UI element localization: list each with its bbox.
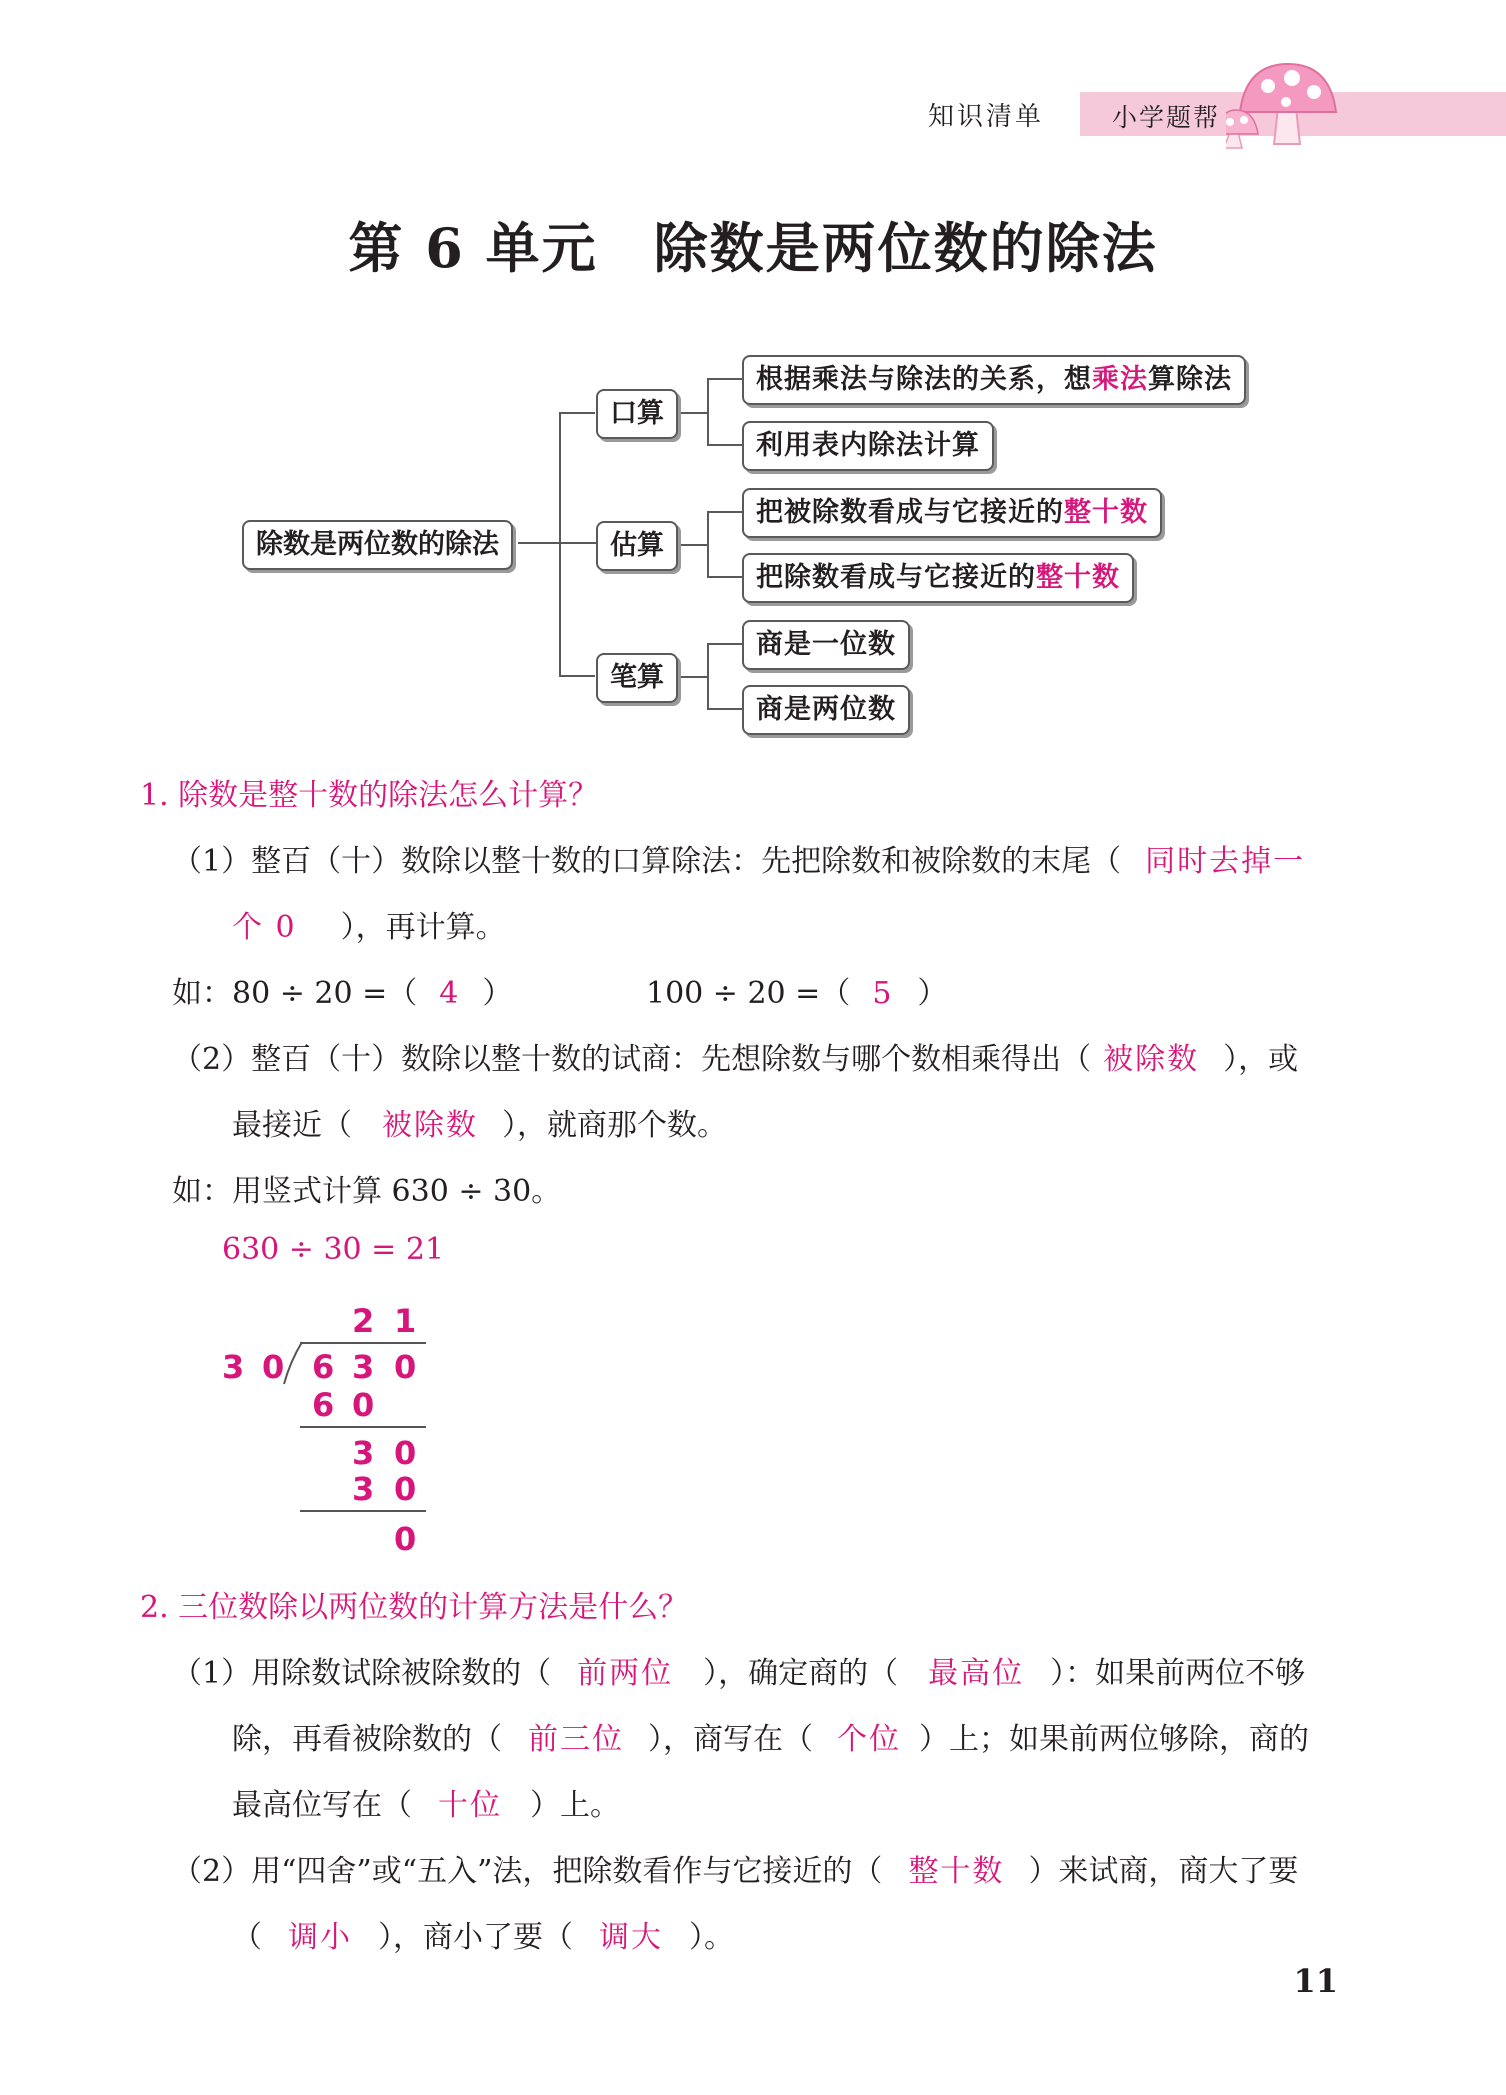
connector [559,675,595,677]
q2-paragraph-1-cont2: 最高位写在（ 十位 ）上。 [232,1788,620,1823]
dividend-digit: 3 [352,1348,375,1386]
connector [676,676,709,678]
q1-example-1: 如：80 ÷ 20 =（ 4 ） [172,976,513,1011]
question-1: 1. 除数是整十数的除法怎么计算？ [140,778,599,813]
connector [707,511,709,578]
page-title: 第 6 单元 除数是两位数的除法 [348,216,1158,280]
divisor-digit: 0 [262,1348,285,1386]
division-rule [300,1510,426,1512]
connector [707,378,742,380]
header-section-label: 知识清单 [928,102,1045,132]
connector [707,511,742,513]
divisor-digit: 3 [222,1348,245,1386]
q2-paragraph-2-cont: （ 调小 ），商小了要（ 调大 ）。 [232,1920,734,1955]
connector [707,378,709,446]
connector [559,412,595,414]
mindmap-branch-written: 笔算 [596,653,678,703]
quotient-digit: 2 [352,1302,375,1340]
step-digit: 3 [352,1470,375,1508]
mindmap-leaf: 利用表内除法计算 [742,421,994,471]
quotient-digit: 1 [394,1302,417,1340]
mushroom-icon [1226,56,1346,152]
connector [676,412,709,414]
mindmap-leaf: 把除数看成与它接近的整十数 [742,553,1134,603]
q2-paragraph-1: （1）用除数试除被除数的（ 前两位 ），确定商的（ 最高位 ）：如果前两位不够 [172,1656,1306,1691]
mindmap-branch-estimate: 估算 [596,521,678,571]
connector [707,576,742,578]
q1-paragraph-2: （2）整百（十）数除以整十数的试商：先想除数与哪个数相乘得出（ 被除数 ），或 [172,1042,1299,1077]
mindmap-root: 除数是两位数的除法 [242,520,513,570]
division-rule [300,1426,426,1428]
q2-paragraph-1-cont: 除，再看被除数的（ 前三位 ），商写在（ 个位 ）上；如果前两位够除，商的 [232,1722,1309,1757]
connector [707,444,742,446]
q1-example-2: 100 ÷ 20 =（ 5 ） [646,976,948,1011]
step-digit: 3 [352,1434,375,1472]
question-2: 2. 三位数除以两位数的计算方法是什么？ [140,1590,689,1625]
q2-paragraph-2: （2）用“四舍”或“五入”法，把除数看作与它接近的（ 整十数 ）来试商，商大了要 [172,1854,1299,1889]
q1-paragraph-1: （1）整百（十）数除以整十数的口算除法：先把除数和被除数的末尾（ 同时去掉一 [172,844,1306,879]
q1-paragraph-2-cont: 最接近（ 被除数 ），就商那个数。 [232,1108,727,1143]
division-bracket [282,1340,306,1386]
connector [707,643,709,710]
mindmap-leaf: 商是两位数 [742,685,910,735]
step-digit: 0 [352,1386,375,1424]
mindmap-leaf: 根据乘法与除法的关系，想乘法算除法 [742,355,1246,405]
division-bar [300,1342,426,1344]
mindmap-leaf: 商是一位数 [742,620,910,670]
connector [559,412,561,676]
q1-example-3-answer: 630 ÷ 30 = 21 [222,1232,445,1267]
page-number: 11 [1293,1962,1338,2000]
mindmap-branch-oral: 口算 [596,389,678,439]
step-digit: 0 [394,1434,417,1472]
q1-paragraph-1-cont: 个 0 ），再计算。 [232,910,506,945]
header-brand-label: 小学题帮 [1112,103,1221,132]
connector [707,708,742,710]
step-digit: 6 [312,1386,335,1424]
connector [676,544,709,546]
connector [707,643,742,645]
step-digit: 0 [394,1470,417,1508]
dividend-digit: 0 [394,1348,417,1386]
dividend-digit: 6 [312,1348,335,1386]
remainder-digit: 0 [394,1520,417,1558]
connector [518,542,598,544]
mindmap-leaf: 把被除数看成与它接近的整十数 [742,488,1162,538]
q1-example-3: 如：用竖式计算 630 ÷ 30。 [172,1174,562,1209]
